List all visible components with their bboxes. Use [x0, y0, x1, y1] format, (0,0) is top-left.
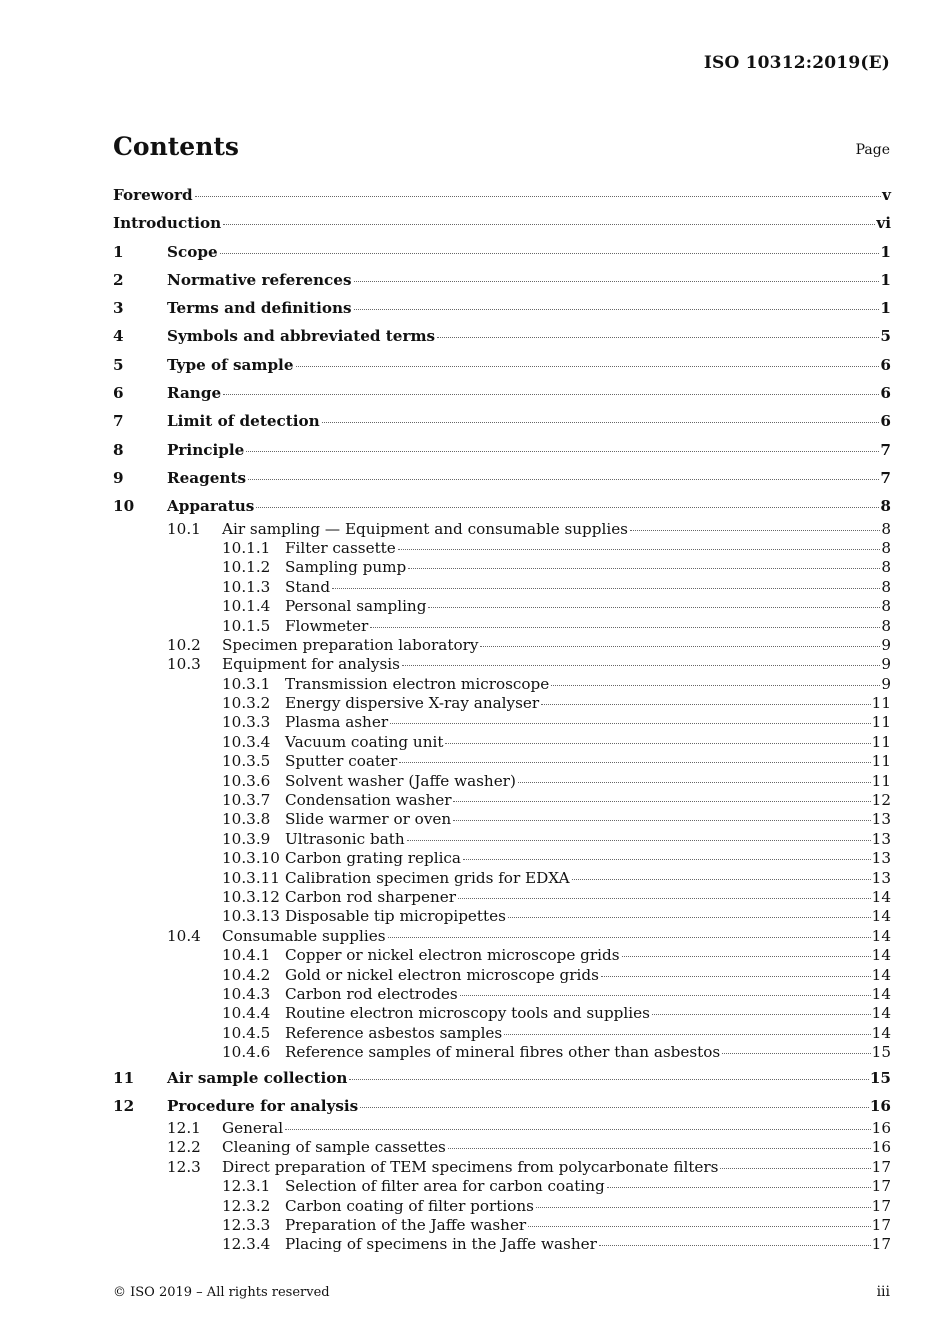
toc-entry[interactable]: [113, 520, 891, 539]
toc-entry-number: 10.4.5: [222, 1023, 271, 1042]
toc-entry-number: 2: [113, 270, 124, 289]
toc-entry[interactable]: [113, 1091, 891, 1119]
toc-entry[interactable]: [113, 810, 891, 829]
toc-entry-title: Air sampling — Equipment and consumable supplies: [222, 519, 628, 538]
toc-entry-title: Sputter coater: [285, 752, 398, 771]
toc-entry-title: Calibration specimen grids for EDXA: [285, 868, 570, 887]
toc-entry[interactable]: [113, 406, 891, 434]
toc-entry[interactable]: [113, 1138, 891, 1157]
toc-entry-title: Flowmeter: [285, 616, 369, 635]
toc-entry-title: Slide warmer or oven: [285, 810, 452, 829]
dot-leader: [390, 723, 871, 724]
toc-entry[interactable]: [113, 539, 891, 558]
toc-entry-title: Range: [167, 384, 222, 403]
toc-entry-number: 12.2: [167, 1138, 201, 1157]
toc-entry-number: 10.1.3: [222, 577, 271, 596]
toc-entry[interactable]: [113, 491, 891, 519]
toc-entry[interactable]: [113, 463, 891, 491]
toc-entry-page: 14: [871, 887, 891, 906]
toc-entry-title: Carbon coating of filter portions: [285, 1196, 534, 1215]
dot-leader: [354, 309, 880, 310]
toc-entry[interactable]: [113, 1177, 891, 1196]
toc-entry-page: 14: [871, 1023, 891, 1042]
dot-leader: [332, 588, 880, 589]
toc-entry-number: 10: [113, 497, 135, 516]
dot-leader: [536, 1207, 871, 1208]
dot-leader: [296, 366, 880, 367]
dot-leader: [528, 1226, 870, 1227]
toc-entry[interactable]: [113, 888, 891, 907]
dot-leader: [720, 1168, 870, 1169]
toc-entry-number: 12: [113, 1096, 135, 1115]
toc-entry-page: 6: [880, 412, 891, 431]
toc-entry[interactable]: [113, 1043, 891, 1062]
toc-entry-title: Vacuum coating unit: [285, 732, 444, 751]
toc-entry-page: 17: [871, 1196, 891, 1215]
toc-entry[interactable]: [113, 830, 891, 849]
toc-entry-title: Personal sampling: [285, 597, 427, 616]
dot-leader: [408, 568, 880, 569]
toc-entry-page: 8: [881, 538, 891, 557]
toc-entry-title: Routine electron microscopy tools and supplies: [285, 1004, 650, 1023]
toc-entry-title: Reference samples of mineral fibres other than asbestos: [285, 1043, 721, 1062]
toc-entry[interactable]: [113, 946, 891, 965]
toc-entry-title: Ultrasonic bath: [285, 829, 405, 848]
toc-entry-title: Filter cassette: [285, 538, 396, 557]
toc-entry-title: Cleaning of sample cassettes: [222, 1138, 446, 1157]
toc-entry-number: 10.3.6: [222, 771, 271, 790]
toc-entry-number: 10.3.5: [222, 752, 271, 771]
toc-entry-number: 10.1.4: [222, 597, 271, 616]
toc-entry-title: Reagents: [167, 468, 247, 487]
dot-leader: [572, 879, 871, 880]
toc-entry-number: 10.3.7: [222, 791, 271, 810]
toc-entry[interactable]: [113, 435, 891, 463]
toc-entry-page: 11: [871, 771, 891, 790]
toc-entry-title: General: [222, 1119, 284, 1138]
toc-entry-page: 5: [880, 327, 891, 346]
toc-entry[interactable]: [113, 1216, 891, 1235]
dot-leader: [388, 937, 871, 938]
toc-entry-title: Normative references: [167, 270, 352, 289]
toc-entry-number: 3: [113, 299, 124, 318]
dot-leader: [398, 549, 881, 550]
toc-entry-page: 8: [881, 616, 891, 635]
dot-leader: [652, 1014, 871, 1015]
toc-entry-number: 10.3.2: [222, 694, 271, 713]
toc-entry-page: 16: [869, 1096, 891, 1115]
toc-entry-number: 10.3.10: [222, 849, 280, 868]
toc-entry-page: 13: [871, 868, 891, 887]
dot-leader: [248, 479, 879, 480]
toc-entry-title: Equipment for analysis: [222, 655, 400, 674]
dot-leader: [445, 743, 870, 744]
table-of-contents: [113, 180, 891, 1255]
toc-entry-page: 1: [880, 299, 891, 318]
toc-entry-number: 10.3.4: [222, 732, 271, 751]
dot-leader: [195, 196, 882, 197]
toc-entry-number: 10.1.5: [222, 616, 271, 635]
toc-entry-page: 9: [881, 655, 891, 674]
dot-leader: [722, 1053, 870, 1054]
dot-leader: [601, 976, 871, 977]
toc-entry-title: Energy dispersive X-ray analyser: [285, 694, 540, 713]
toc-entry-number: 10.1: [167, 519, 201, 538]
toc-entry[interactable]: [113, 293, 891, 321]
toc-entry[interactable]: [113, 694, 891, 713]
toc-entry-page: v: [882, 186, 891, 204]
toc-entry-title: Introduction: [113, 214, 222, 233]
toc-entry-page: 13: [871, 849, 891, 868]
dot-leader: [551, 685, 880, 686]
toc-entry-page: 6: [880, 355, 891, 374]
toc-entry-page: 1: [880, 270, 891, 289]
toc-entry-number: 10.3.8: [222, 810, 271, 829]
toc-entry[interactable]: [113, 321, 891, 349]
dot-leader: [246, 451, 879, 452]
toc-entry-number: 10.3.1: [222, 674, 271, 693]
toc-entry-number: 11: [113, 1068, 135, 1087]
toc-entry-number: 12.1: [167, 1119, 201, 1138]
toc-entry[interactable]: [113, 1063, 891, 1091]
toc-entry-page: 11: [871, 752, 891, 771]
toc-entry[interactable]: [113, 1024, 891, 1043]
dot-leader: [354, 281, 880, 282]
toc-entry-title: Apparatus: [167, 497, 255, 516]
dot-leader: [448, 1148, 871, 1149]
toc-entry-title: Specimen preparation laboratory: [222, 635, 479, 654]
page-title: Contents: [113, 132, 240, 161]
toc-entry-title: Limit of detection: [167, 412, 320, 431]
toc-entry-number: 10.4.3: [222, 984, 271, 1003]
toc-entry-title: Gold or nickel electron microscope grids: [285, 965, 599, 984]
toc-entry[interactable]: [113, 655, 891, 674]
dot-leader: [370, 627, 880, 628]
toc-entry-title: Consumable supplies: [222, 926, 386, 945]
toc-entry-page: 9: [881, 674, 891, 693]
toc-entry-title: Stand: [285, 577, 331, 596]
dot-leader: [256, 507, 879, 508]
toc-entry[interactable]: [113, 617, 891, 636]
toc-entry-number: 10.3.11: [222, 868, 280, 887]
toc-entry[interactable]: [113, 713, 891, 732]
toc-entry[interactable]: [113, 733, 891, 752]
toc-entry-title: Procedure for analysis: [167, 1096, 359, 1115]
toc-entry-page: 17: [871, 1216, 891, 1235]
toc-entry-page: 16: [871, 1119, 891, 1138]
toc-entry[interactable]: [113, 350, 891, 378]
toc-entry-page: 11: [871, 713, 891, 732]
toc-entry-title: Carbon rod electrodes: [285, 984, 458, 1003]
dot-leader: [437, 337, 879, 338]
toc-entry[interactable]: [113, 1197, 891, 1216]
toc-entry-number: 10.4.6: [222, 1043, 271, 1062]
toc-entry-number: 5: [113, 355, 124, 374]
toc-entry-page: 16: [871, 1138, 891, 1157]
dot-leader: [460, 995, 871, 996]
toc-entry-title: Foreword: [113, 186, 193, 204]
toc-entry-title: Transmission electron microscope: [285, 674, 550, 693]
toc-entry-number: 6: [113, 384, 124, 403]
toc-entry[interactable]: [113, 1158, 891, 1177]
toc-entry-title: Reference asbestos samples: [285, 1023, 503, 1042]
toc-entry-title: Selection of filter area for carbon coating: [285, 1177, 605, 1196]
toc-entry-page: 9: [881, 635, 891, 654]
toc-entry[interactable]: [113, 636, 891, 655]
dot-leader: [508, 917, 871, 918]
toc-entry-title: Disposable tip micropipettes: [285, 907, 506, 926]
toc-entry[interactable]: [113, 869, 891, 888]
toc-entry-number: 10.4.2: [222, 965, 271, 984]
toc-entry-page: 6: [880, 384, 891, 403]
toc-entry-number: 9: [113, 468, 124, 487]
toc-entry-page: 8: [880, 497, 891, 516]
toc-entry-title: Carbon rod sharpener: [285, 887, 456, 906]
toc-entry-number: 12.3: [167, 1157, 201, 1176]
toc-entry[interactable]: [113, 597, 891, 616]
toc-entry-number: 10.4: [167, 926, 201, 945]
toc-entry-page: 13: [871, 810, 891, 829]
toc-entry-page: 11: [871, 732, 891, 751]
toc-entry-number: 10.3.9: [222, 829, 271, 848]
dot-leader: [607, 1187, 871, 1188]
toc-entry-title: Plasma asher: [285, 713, 389, 732]
toc-entry[interactable]: [113, 237, 891, 265]
toc-entry-page: 1: [880, 242, 891, 261]
toc-entry-number: 10.1.2: [222, 558, 271, 577]
toc-entry-number: 10.3.12: [222, 887, 280, 906]
toc-entry[interactable]: [113, 558, 891, 577]
toc-entry[interactable]: [113, 378, 891, 406]
toc-entry-page: 14: [871, 965, 891, 984]
toc-entry-page: 7: [880, 468, 891, 487]
toc-entry[interactable]: [113, 265, 891, 293]
toc-entry-title: Sampling pump: [285, 558, 407, 577]
toc-entry-page: 17: [871, 1177, 891, 1196]
toc-entry-number: 10.4.1: [222, 946, 271, 965]
dot-leader: [480, 646, 880, 647]
page-column-label: Page: [855, 142, 890, 158]
dot-leader: [630, 530, 880, 531]
page-number: iii: [876, 1284, 890, 1300]
toc-entry-number: 10.4.4: [222, 1004, 271, 1023]
toc-entry-page: 17: [871, 1157, 891, 1176]
dot-leader: [223, 394, 879, 395]
toc-entry-page: 14: [871, 984, 891, 1003]
toc-entry[interactable]: [113, 927, 891, 946]
dot-leader: [407, 840, 871, 841]
toc-entry-title: Copper or nickel electron microscope grids: [285, 946, 620, 965]
toc-entry-number: 10.2: [167, 635, 201, 654]
document-id: ISO 10312:2019(E): [703, 53, 890, 73]
toc-entry-page: 17: [871, 1235, 891, 1254]
dot-leader: [504, 1034, 870, 1035]
toc-entry[interactable]: [113, 907, 891, 926]
dot-leader: [220, 253, 880, 254]
toc-entry-number: 12.3.4: [222, 1235, 271, 1254]
toc-entry-title: Solvent washer (Jaffe washer): [285, 771, 516, 790]
toc-entry[interactable]: [113, 675, 891, 694]
dot-leader: [622, 956, 871, 957]
toc-entry-number: 1: [113, 242, 124, 261]
toc-entry-page: 8: [881, 597, 891, 616]
toc-entry-number: 8: [113, 440, 124, 459]
toc-entry-number: 10.1.1: [222, 538, 271, 557]
toc-entry-page: vi: [876, 214, 891, 233]
toc-entry-page: 7: [880, 440, 891, 459]
toc-entry-title: Carbon grating replica: [285, 849, 461, 868]
toc-entry[interactable]: [113, 1004, 891, 1023]
toc-entry-number: 7: [113, 412, 124, 431]
toc-entry[interactable]: [113, 578, 891, 597]
toc-entry-page: 11: [871, 694, 891, 713]
toc-entry-page: 14: [871, 926, 891, 945]
toc-entry-page: 8: [881, 519, 891, 538]
toc-entry-page: 8: [881, 558, 891, 577]
dot-leader: [402, 665, 880, 666]
toc-entry[interactable]: [113, 791, 891, 810]
dot-leader: [599, 1245, 871, 1246]
toc-entry[interactable]: [113, 180, 891, 208]
toc-entry-title: Air sample collection: [167, 1068, 348, 1087]
toc-entry[interactable]: [113, 752, 891, 771]
dot-leader: [285, 1129, 871, 1130]
dot-leader: [223, 224, 875, 225]
dot-leader: [541, 704, 871, 705]
toc-entry[interactable]: [113, 985, 891, 1004]
dot-leader: [453, 801, 870, 802]
toc-entry-title: Direct preparation of TEM specimens from polycarbonate filters: [222, 1157, 719, 1176]
dot-leader: [428, 607, 880, 608]
dot-leader: [349, 1079, 868, 1080]
toc-entry-number: 10.3.13: [222, 907, 280, 926]
toc-entry[interactable]: [113, 966, 891, 985]
toc-entry-page: 14: [871, 907, 891, 926]
toc-entry-title: Terms and definitions: [167, 299, 352, 318]
toc-entry-number: 12.3.1: [222, 1177, 271, 1196]
toc-entry-title: Preparation of the Jaffe washer: [285, 1216, 527, 1235]
toc-entry-title: Scope: [167, 242, 218, 261]
toc-entry-title: Type of sample: [167, 355, 294, 374]
dot-leader: [453, 820, 870, 821]
dot-leader: [458, 898, 871, 899]
toc-entry-page: 12: [871, 791, 891, 810]
dot-leader: [463, 859, 871, 860]
toc-entry-number: 10.3: [167, 655, 201, 674]
toc-entry-number: 4: [113, 327, 124, 346]
toc-entry-page: 15: [869, 1068, 891, 1087]
dot-leader: [399, 762, 870, 763]
dot-leader: [360, 1107, 869, 1108]
toc-entry[interactable]: [113, 208, 891, 236]
toc-entry-number: 10.3.3: [222, 713, 271, 732]
toc-entry[interactable]: [113, 1119, 891, 1138]
toc-entry-page: 15: [871, 1043, 891, 1062]
toc-entry[interactable]: [113, 1235, 891, 1254]
toc-entry[interactable]: [113, 849, 891, 868]
toc-entry-page: 13: [871, 829, 891, 848]
toc-entry-title: Placing of specimens in the Jaffe washer: [285, 1235, 597, 1254]
toc-entry[interactable]: [113, 772, 891, 791]
toc-entry-title: Principle: [167, 440, 245, 459]
toc-entry-title: Symbols and abbreviated terms: [167, 327, 436, 346]
toc-entry-page: 8: [881, 577, 891, 596]
toc-entry-page: 14: [871, 1004, 891, 1023]
dot-leader: [518, 782, 871, 783]
toc-entry-title: Condensation washer: [285, 791, 452, 810]
toc-entry-number: 12.3.3: [222, 1216, 271, 1235]
copyright-notice: © ISO 2019 – All rights reserved: [113, 1285, 330, 1300]
toc-entry-number: 12.3.2: [222, 1196, 271, 1215]
toc-entry-page: 14: [871, 946, 891, 965]
dot-leader: [322, 422, 880, 423]
